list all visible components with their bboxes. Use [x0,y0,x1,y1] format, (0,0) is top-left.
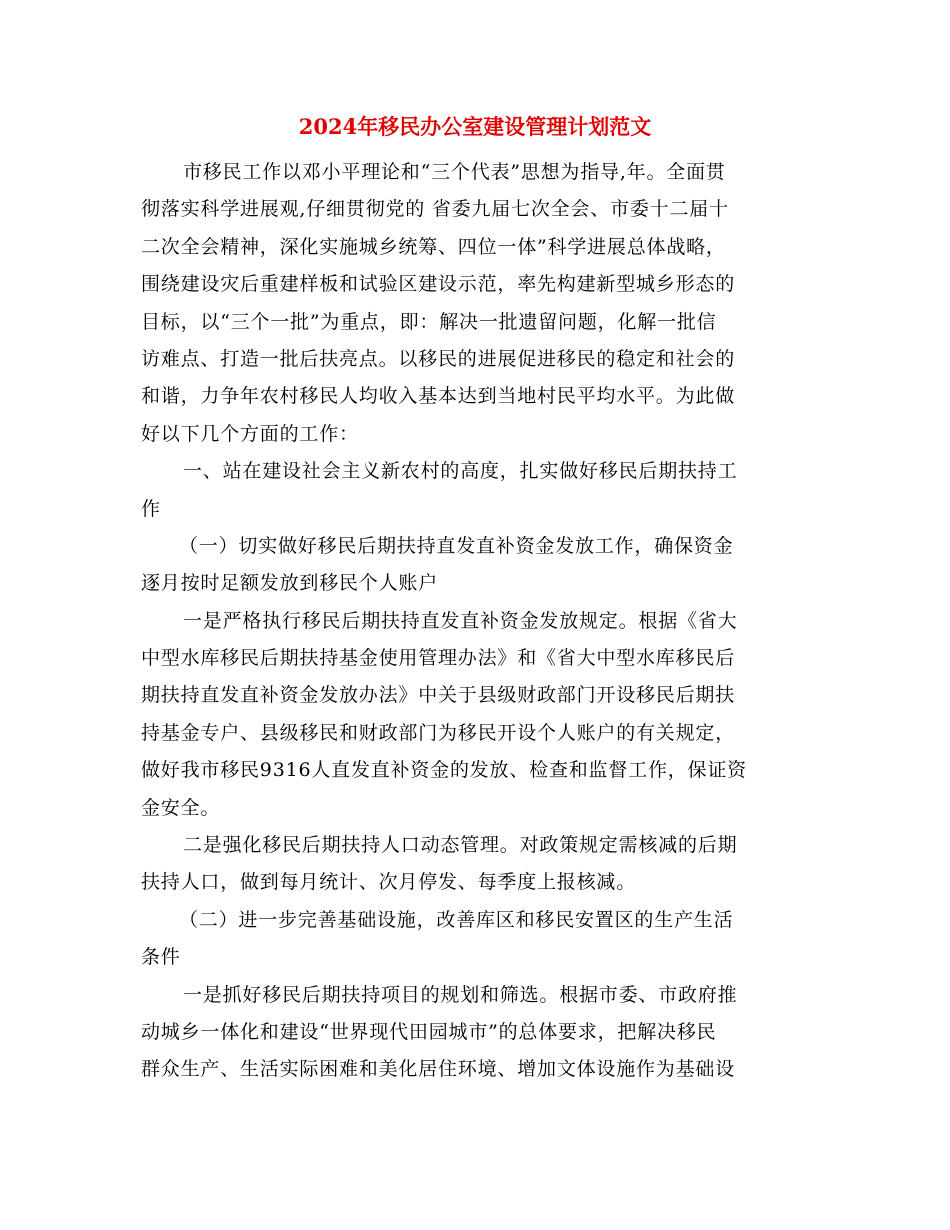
subsection-heading: （二）进一步完善基础设施，改善库区和移民安置区的生产生活 [179,908,734,931]
subsection-heading: 条件 [141,946,181,969]
text-line: 和谐，力争年农村移民人均收入基本达到当地村民平均水平。为此做 [141,385,736,408]
subsection-heading: （一）切实做好移民后期扶持直发直补资金发放工作，确保资金 [179,534,734,557]
text-line: 好以下几个方面的工作： [141,422,359,445]
text-line: 二次全会精神，深化实施城乡统筹、四位一体”科学进展总体战略， [141,235,726,258]
text-line: 期扶持直发直补资金发放办法》中关于县级财政部门开设移民后期扶 [141,684,736,707]
text-line: 金安全。 [141,796,221,819]
text-line: 目标，以“三个一批”为重点，即：解决一批遗留问题，化解一批信 [141,310,717,333]
text-line: 群众生产、生活实际困难和美化居住环境、增加文体设施作为基础设 [141,1058,736,1081]
section-heading: 一、站在建设社会主义新农村的高度，扎实做好移民后期扶持工 [183,460,738,483]
text-line: 一是抓好移民后期扶持项目的规划和筛选。根据市委、市政府推 [183,983,738,1006]
text-line: 市移民工作以邓小平理论和“三个代表”思想为指导,年。全面贯 [183,161,726,183]
text-line: 彻落实科学进展观,仔细贯彻党的 省委九届七次全会、市委十二届十 [141,198,729,221]
document-body [141,154,805,1089]
text-line: 做好我市移民9316人直发直补资金的发放、检查和监督工作，保证资 [141,759,747,782]
document-title: 2024年移民办公室建设管理计划范文 [298,114,652,139]
subsection-heading: 逐月按时足额发放到移民个人账户 [141,572,439,595]
text-line: 动城乡一体化和建设“世界现代田园城市”的总体要求，把解决移民 [141,1020,717,1043]
text-line: 扶持人口，做到每月统计、次月停发、每季度上报核减。 [141,871,637,894]
text-line: 二是强化移民后期扶持人口动态管理。对政策规定需核减的后期 [183,834,738,857]
text-line: 中型水库移民后期扶持基金使用管理办法》和《省大中型水库移民后 [141,647,736,670]
section-heading: 作 [141,497,161,520]
text-line: 围绕建设灾后重建样板和试验区建设示范，率先构建新型城乡形态的 [141,273,736,296]
text-line: 持基金专户、县级移民和财政部门为移民开设个人账户的有关规定， [141,721,736,744]
text-line: 访难点、打造一批后扶亮点。以移民的进展促进移民的稳定和社会的 [141,347,736,370]
text-line: 一是严格执行移民后期扶持直发直补资金发放规定。根据《省大 [183,609,738,632]
